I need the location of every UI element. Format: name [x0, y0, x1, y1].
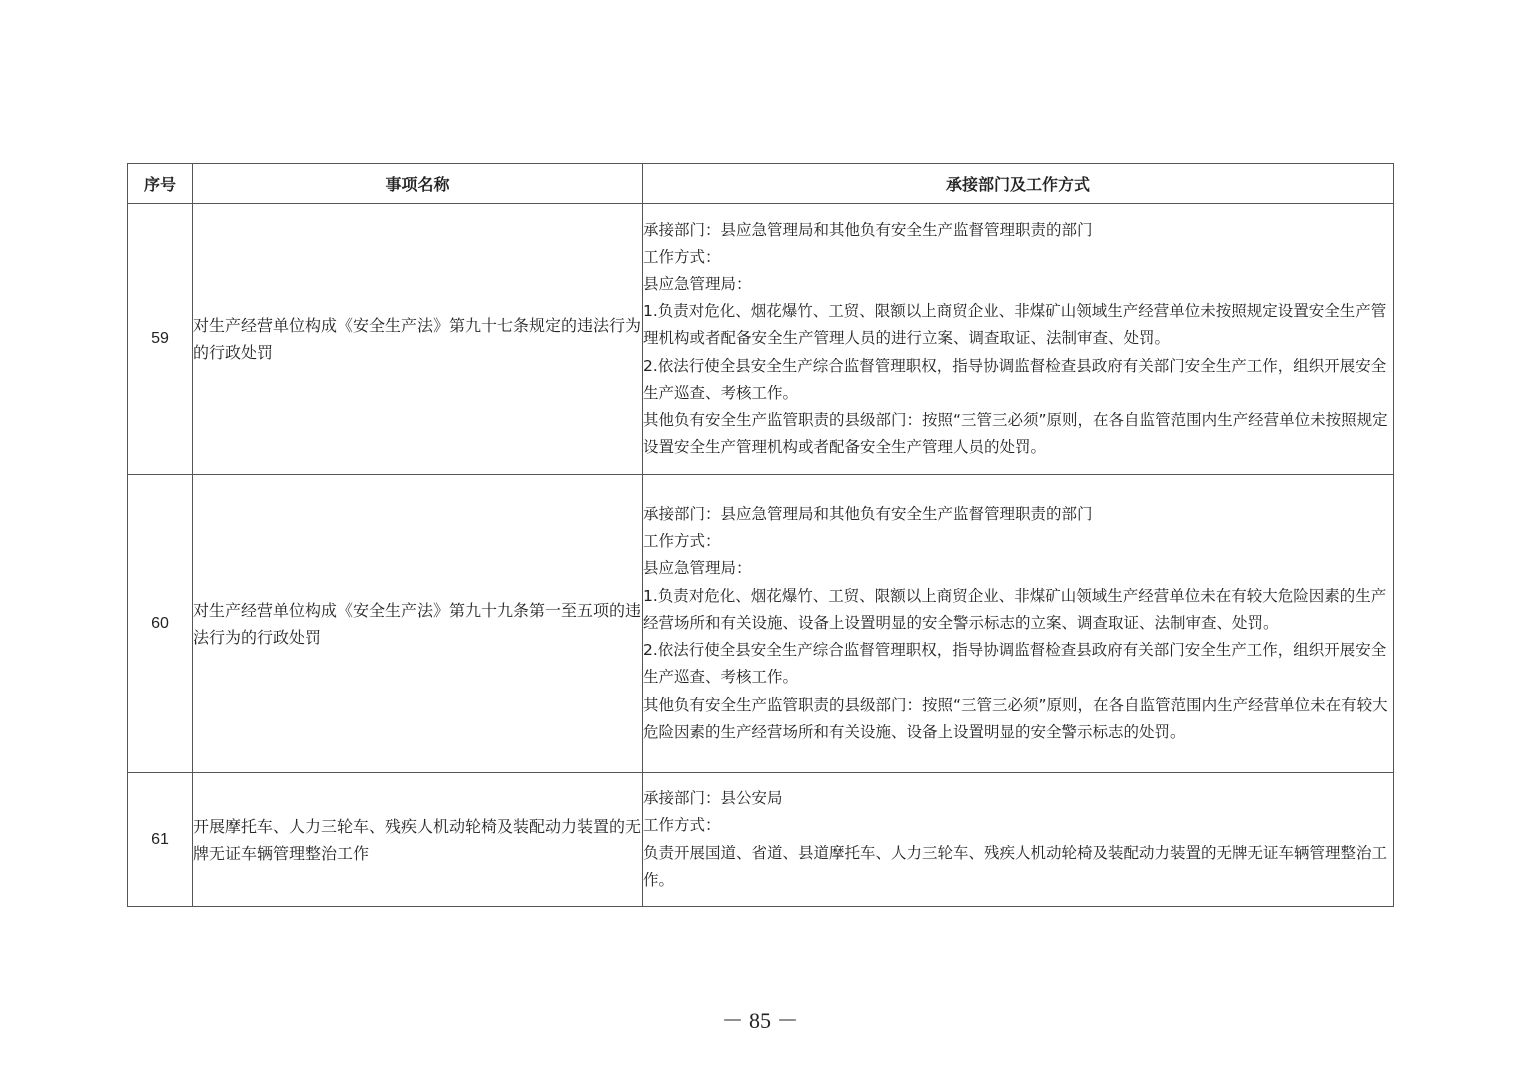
table-header-row — [128, 164, 1394, 204]
header-dept-method: 承接部门及工作方式 — [643, 164, 1394, 204]
row-item-name: 开展摩托车、人力三轮车、残疾人机动轮椅及装配动力装置的无牌无证车辆管理整治工作 — [193, 773, 643, 907]
desc-line: 负责开展国道、省道、县道摩托车、人力三轮车、残疾人机动轮椅及装配动力装置的无牌无证车辆管理整治工作。 — [643, 843, 1388, 889]
row-dept-method — [643, 204, 1394, 475]
desc-line: 2.依法行使全县安全生产综合监督管理职权，指导协调监督检查县政府有关部门安全生产工作，组织开展安全生产巡查、考核工作。 — [643, 641, 1387, 687]
desc-line: 其他负有安全生产监管职责的县级部门：按照“三管三必须”原则，在各自监管范围内生产经营单位未在有较大危险因素的生产经营场所和有关设施、设备上设置明显的安全警示标志的处罚。 — [643, 695, 1388, 741]
desc-line: 承接部门：县应急管理局和其他负有安全生产监督管理职责的部门 — [643, 505, 1093, 524]
page-number: － 85 － — [721, 1008, 799, 1033]
row-dept-method — [643, 773, 1394, 907]
desc-line: 工作方式： — [643, 247, 721, 266]
desc-line: 工作方式： — [643, 816, 721, 835]
row-seq: 60 — [128, 475, 193, 773]
row-item-name: 对生产经营单位构成《安全生产法》第九十九条第一至五项的违法行为的行政处罚 — [193, 475, 643, 773]
table-row — [128, 204, 1394, 475]
row-seq: 59 — [128, 204, 193, 475]
row-item-name: 对生产经营单位构成《安全生产法》第九十七条规定的违法行为的行政处罚 — [193, 204, 643, 475]
desc-line: 工作方式： — [643, 532, 721, 551]
row-dept-method — [643, 475, 1394, 773]
header-item-name: 事项名称 — [193, 164, 643, 204]
table-row — [128, 773, 1394, 907]
items-table — [127, 163, 1394, 907]
row-seq: 61 — [128, 773, 193, 907]
desc-line: 1.负责对危化、烟花爆竹、工贸、限额以上商贸企业、非煤矿山领域生产经营单位未按照规定设置安全生产管理机构或者配备安全生产管理人员的进行立案、调查取证、法制审查、处罚。 — [643, 302, 1387, 348]
desc-line: 1.负责对危化、烟花爆竹、工贸、限额以上商贸企业、非煤矿山领域生产经营单位未在有较大危险因素的生产经营场所和有关设施、设备上设置明显的安全警示标志的立案、调查取证、法制审查、处罚。 — [643, 586, 1387, 632]
desc-line: 县应急管理局： — [643, 559, 752, 578]
desc-line: 其他负有安全生产监管职责的县级部门：按照“三管三必须”原则，在各自监管范围内生产经营单位未按照规定设置安全生产管理机构或者配备安全生产管理人员的处罚。 — [643, 411, 1388, 457]
header-seq: 序号 — [128, 164, 193, 204]
desc-line: 县应急管理局： — [643, 274, 752, 293]
table-row — [128, 475, 1394, 773]
desc-line: 承接部门：县应急管理局和其他负有安全生产监督管理职责的部门 — [643, 220, 1093, 239]
desc-line: 2.依法行使全县安全生产综合监督管理职权，指导协调监督检查县政府有关部门安全生产工作，组织开展安全生产巡查、考核工作。 — [643, 356, 1387, 402]
desc-line: 承接部门：县公安局 — [643, 789, 783, 808]
